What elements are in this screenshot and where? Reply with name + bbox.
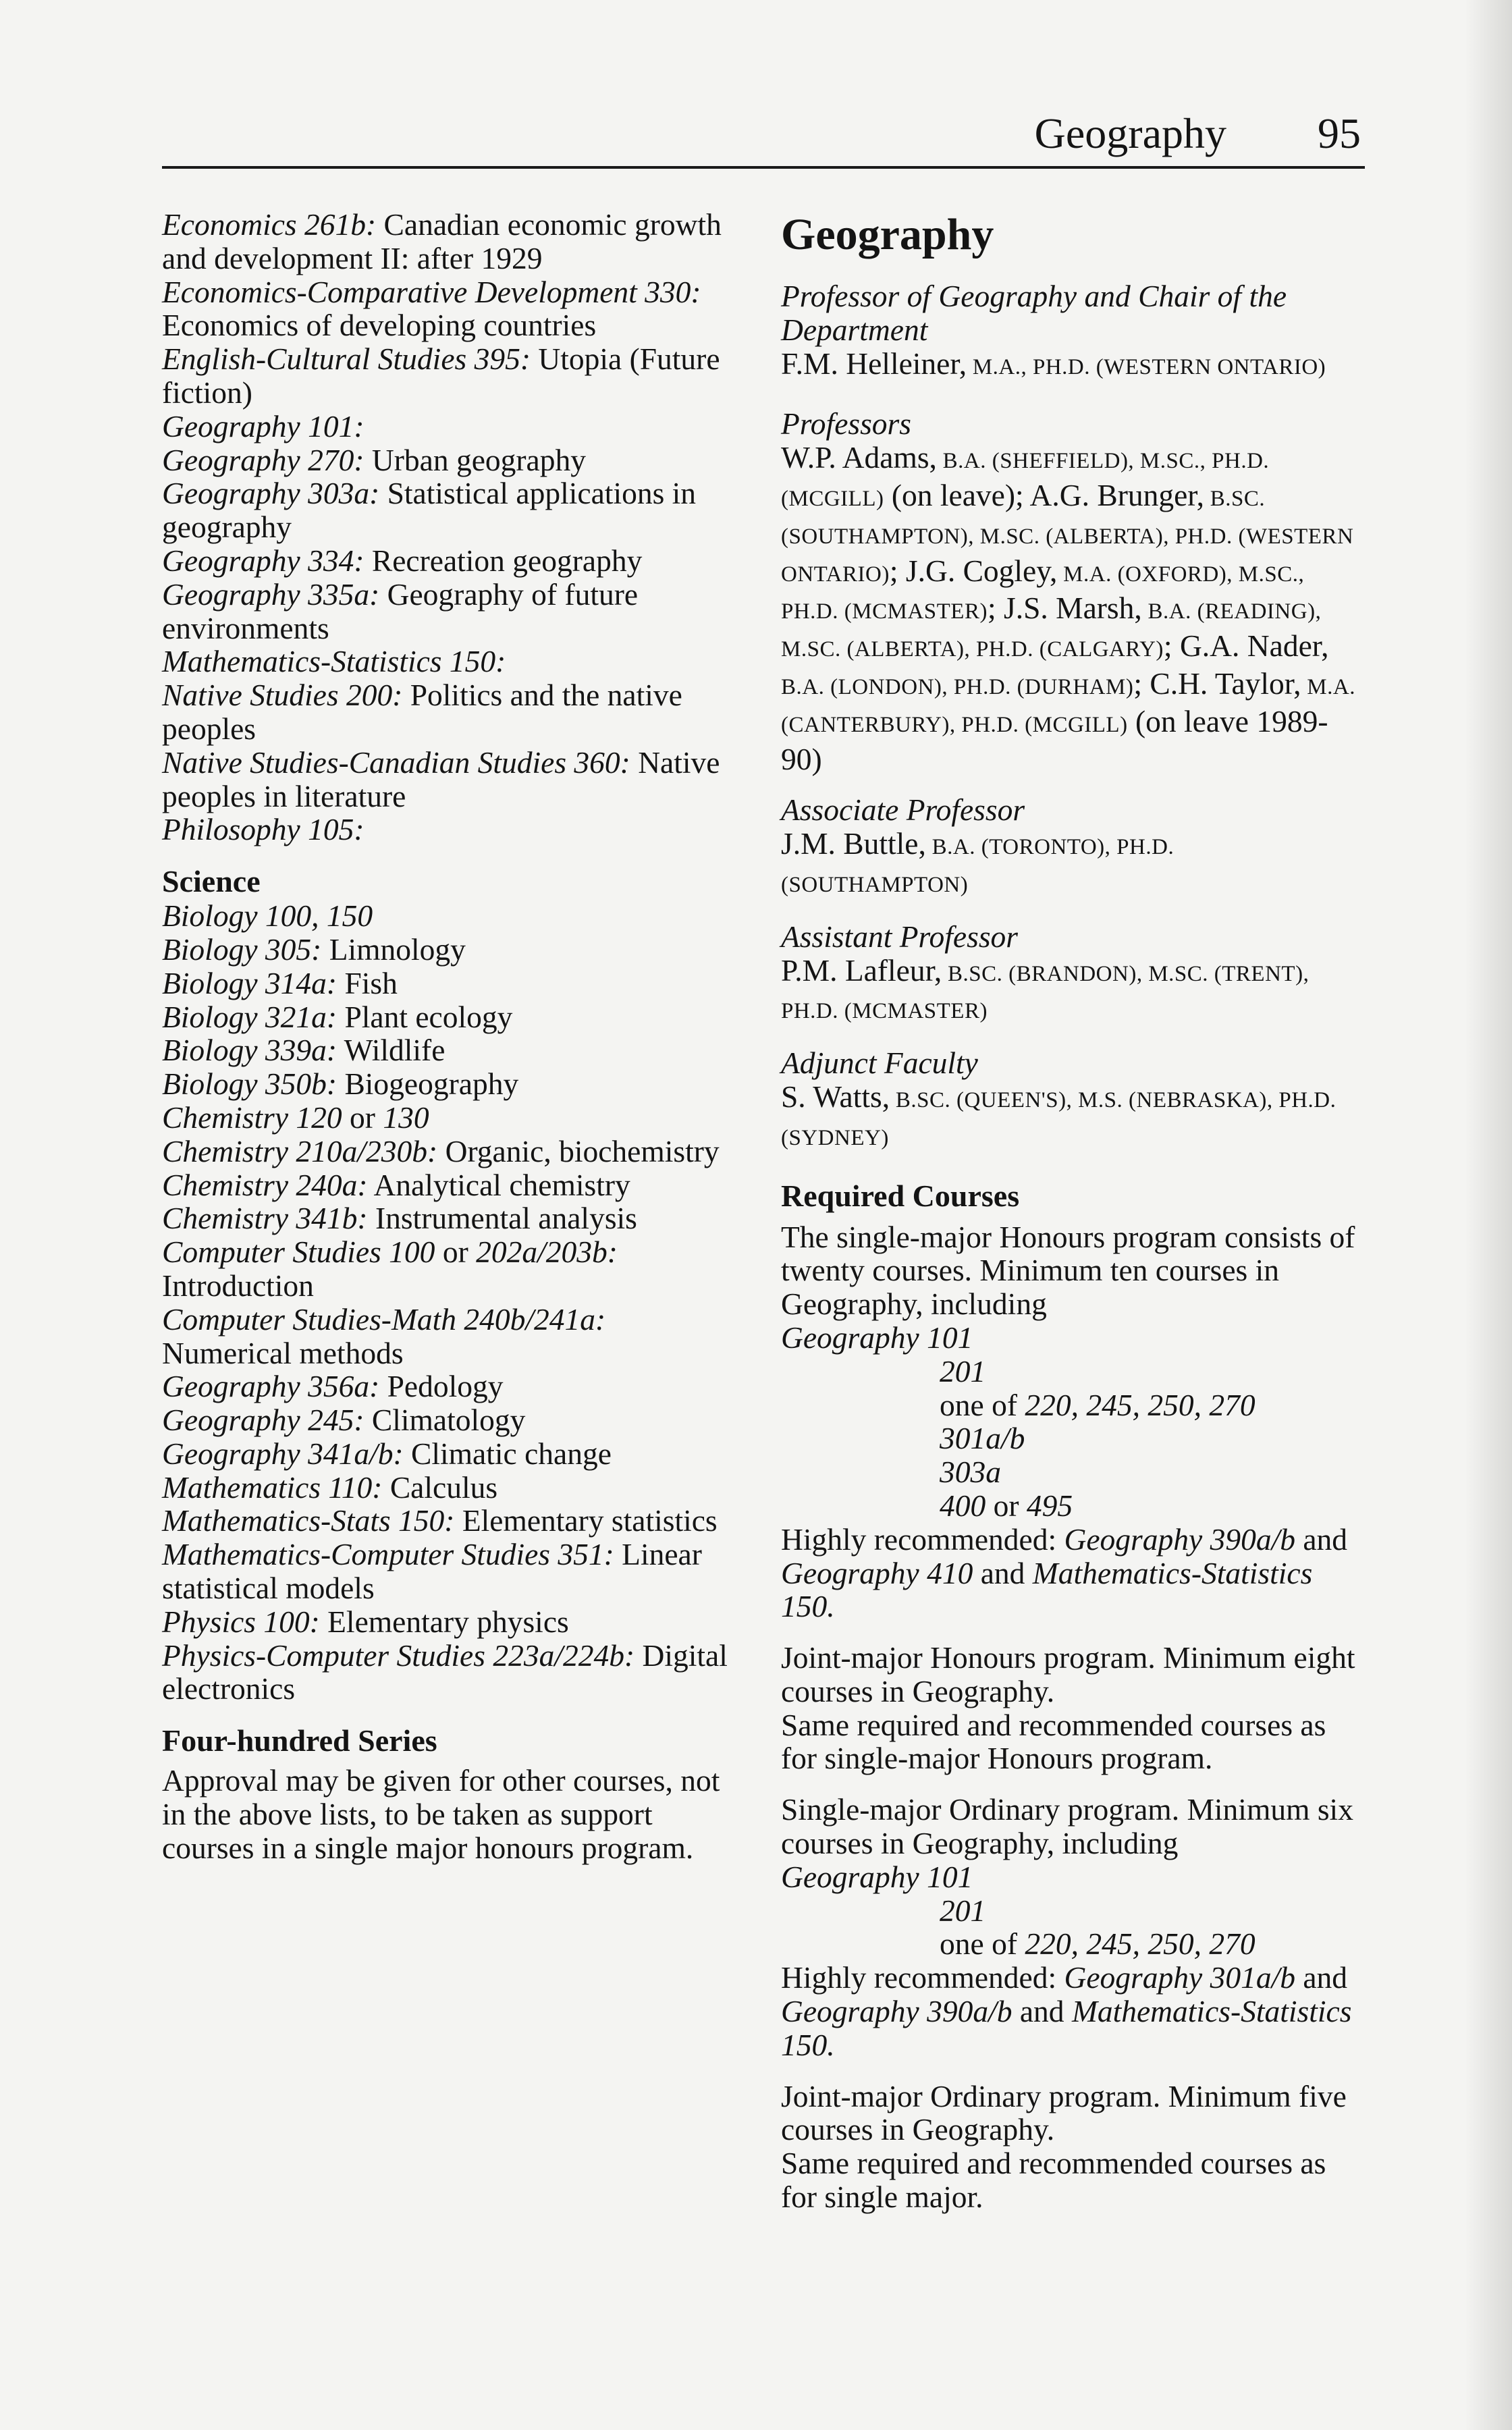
course-entry [162, 1101, 742, 1135]
joint-major-ordinary-block [781, 2080, 1358, 2214]
req-one-of: one of 220, 245, 250, 270 [940, 1387, 1256, 1422]
course-entry [162, 1437, 742, 1471]
course-connector: or [342, 1100, 383, 1135]
adjunct-entry [781, 1080, 1358, 1156]
course-code: Chemistry 240a: [162, 1167, 368, 1202]
ord-201: 201 [940, 1893, 986, 1928]
course-code: Biology 100, 150 [162, 898, 373, 934]
professor-note: ; [1133, 666, 1150, 701]
four-hundred-heading: Four-hundred Series [162, 1723, 437, 1758]
course-description: Canadian economic growth and development II: after 1929 [162, 207, 722, 275]
course-description: Instrumental analysis [367, 1201, 637, 1236]
course-description: Plant ecology [337, 999, 513, 1034]
chair-name: F.M. Helleiner, [781, 346, 967, 381]
course-code: Mathematics-Computer Studies 351: [162, 1537, 614, 1572]
page-number: 95 [1318, 109, 1361, 157]
required-courses-heading: Required Courses [781, 1178, 1020, 1213]
single-major-honours-text: The single-major Honours program consists of twenty courses. Minimum ten courses in Geography, including [781, 1219, 1355, 1322]
course-entry [162, 1605, 742, 1639]
course-entry [162, 1135, 742, 1168]
professor-note: ; [889, 553, 906, 588]
course-entry [162, 1235, 742, 1303]
course-code: Geography 356a: [162, 1369, 380, 1404]
professor-name: C.H. Taylor, [1150, 666, 1301, 701]
chair-credentials: M.A., PH.D. (WESTERN ONTARIO) [967, 354, 1326, 379]
course-description: Native peoples in literature [162, 745, 720, 813]
course-code: Geography 303a: [162, 476, 380, 511]
course-description: Urban geography [364, 442, 586, 477]
course-description: Biogeography [337, 1066, 519, 1102]
professor-credentials: M.A. (CANTERBURY), PH.D. (MCGILL) [781, 674, 1355, 737]
course-code: Computer Studies-Math 240b/241a: [162, 1301, 606, 1336]
page-edge-shadow [1465, 0, 1512, 2430]
course-entry [162, 342, 742, 410]
course-entry [162, 477, 742, 544]
course-code: Economics-Comparative Development 330: [162, 274, 701, 309]
course-code: Chemistry 341b: [162, 1201, 368, 1236]
joint-ordinary-text: Joint-major Ordinary program. Minimum five courses in Geography. [781, 2078, 1347, 2147]
professor-name: J.S. Marsh, [1003, 591, 1142, 626]
course-entry [162, 645, 742, 678]
section-title: Geography [781, 210, 994, 259]
course-entry [162, 1202, 742, 1235]
course-description: Climatic change [403, 1436, 612, 1471]
assistant-entry [781, 954, 1358, 1029]
course-entry [162, 1370, 742, 1403]
chair-entry [781, 347, 1358, 385]
course-entry [162, 1000, 742, 1034]
chair-role: Professor of Geography and Chair of the Department [781, 279, 1287, 347]
course-entry [162, 1471, 742, 1505]
science-heading: Science [162, 864, 261, 899]
associate-credentials: B.A. (TORONTO), PH.D. (SOUTHAMPTON) [781, 835, 1174, 897]
course-code: Economics 261b: [162, 207, 377, 242]
page-header [162, 101, 1365, 169]
course-code: Physics 100: [162, 1604, 320, 1639]
associate-role: Associate Professor [781, 792, 1025, 828]
course-entry [162, 275, 742, 343]
course-description: Linear statistical models [162, 1537, 702, 1606]
course-entry [162, 1303, 742, 1370]
course-code: Geography 101: [162, 408, 364, 443]
course-code: Geography 335a: [162, 576, 380, 612]
course-code: Computer Studies 100 [162, 1235, 435, 1270]
course-code: 202a/203b: [476, 1235, 618, 1270]
single-major-ordinary-block [781, 1793, 1358, 2061]
course-entry [162, 678, 742, 746]
req-303: 303a [940, 1455, 1001, 1490]
four-hundred-text: Approval may be given for other courses, not in the above lists, to be taken as support courses in a single major honours program. [162, 1763, 720, 1865]
course-description: Analytical chemistry [367, 1167, 630, 1202]
course-code: Biology 314a: [162, 965, 338, 1000]
course-code: Philosophy 105: [162, 812, 364, 847]
course-entry [162, 578, 742, 645]
course-description: Geography of future environments [162, 576, 639, 645]
course-description: Wildlife [337, 1033, 446, 1068]
professor-credentials: B.A. (LONDON), PH.D. (DURHAM) [781, 674, 1134, 699]
course-code: Mathematics-Statistics 150: [162, 644, 506, 679]
course-description: Climatology [364, 1403, 526, 1438]
course-description: Fish [337, 965, 398, 1000]
ord-geo-101: Geography 101 [781, 1859, 973, 1894]
joint-major-honours-block [781, 1641, 1358, 1775]
course-description: Digital electronics [162, 1638, 728, 1706]
course-code: English-Cultural Studies 395: [162, 342, 531, 377]
honours-recommended: Highly recommended: Geography 390a/b and Geography 410 and Mathematics-Statistics 150. [781, 1521, 1348, 1624]
course-code: 130 [383, 1100, 429, 1135]
course-code: Native Studies-Canadian Studies 360: [162, 745, 630, 780]
joint-honours-text: Joint-major Honours program. Minimum eight courses in Geography. [781, 1640, 1355, 1708]
joint-honours-same: Same required and recommended courses as for single-major Honours program. [781, 1707, 1326, 1776]
professors-list [781, 441, 1358, 776]
course-description: Utopia (Future fiction) [162, 342, 720, 410]
professor-name: W.P. Adams, [781, 440, 937, 475]
professors-role: Professors [781, 406, 911, 441]
ord-one-of: one of 220, 245, 250, 270 [940, 1926, 1256, 1962]
course-description: Politics and the native peoples [162, 678, 682, 746]
course-code: Geography 334: [162, 543, 364, 578]
professor-note: ; [1163, 628, 1180, 664]
course-entry [162, 1067, 742, 1101]
course-description: Introduction [162, 1268, 314, 1303]
course-entry [162, 208, 742, 275]
course-entry [162, 746, 742, 813]
course-description: Organic, biochemistry [437, 1133, 720, 1168]
course-description: Numerical methods [162, 1335, 404, 1370]
left-column [162, 208, 742, 1865]
course-code: Geography 270: [162, 442, 364, 477]
professor-credentials: M.A. (OXFORD), M.SC., PH.D. (MCMASTER) [781, 562, 1305, 624]
course-description: Limnology [321, 932, 466, 967]
course-description: Economics of developing countries [162, 308, 597, 343]
course-code: Biology 339a: [162, 1033, 338, 1068]
course-entry [162, 1168, 742, 1202]
course-list-social [162, 208, 742, 846]
course-code: Geography 245: [162, 1403, 364, 1438]
course-code: Biology 350b: [162, 1066, 338, 1102]
course-entry [162, 443, 742, 477]
course-entry [162, 544, 742, 578]
course-entry [162, 410, 742, 443]
course-code: Mathematics-Stats 150: [162, 1503, 455, 1538]
course-entry [162, 967, 742, 1000]
course-entry [162, 1033, 742, 1067]
req-301: 301a/b [940, 1421, 1025, 1456]
professor-note: (on leave); [884, 477, 1030, 512]
course-description: Statistical applications in geography [162, 476, 697, 545]
course-description: Pedology [379, 1369, 504, 1404]
associate-name: J.M. Buttle, [781, 826, 926, 861]
course-code: Biology 305: [162, 932, 322, 967]
course-entry [162, 899, 742, 933]
course-entry [162, 1538, 742, 1605]
course-entry [162, 1504, 742, 1538]
course-code: Chemistry 120 [162, 1100, 342, 1135]
course-code: Biology 321a: [162, 999, 338, 1034]
course-code: Physics-Computer Studies 223a/224b: [162, 1638, 635, 1673]
adjunct-role: Adjunct Faculty [781, 1046, 978, 1081]
assistant-name: P.M. Lafleur, [781, 952, 942, 988]
course-entry [162, 813, 742, 846]
adjunct-credentials: B.SC. (QUEEN'S), M.S. (NEBRASKA), PH.D. (SYDNEY) [781, 1087, 1336, 1150]
professor-name: J.G. Cogley, [905, 553, 1058, 588]
joint-ordinary-same: Same required and recommended courses as for single major. [781, 2146, 1326, 2215]
course-code: Chemistry 210a/230b: [162, 1133, 438, 1168]
single-ordinary-text: Single-major Ordinary program. Minimum six courses in Geography, including [781, 1792, 1353, 1861]
course-entry [162, 933, 742, 967]
assistant-credentials: B.SC. (BRANDON), M.SC. (TRENT), PH.D. (MCMASTER) [781, 961, 1310, 1024]
course-description: Recreation geography [364, 543, 643, 578]
associate-entry [781, 827, 1358, 902]
course-entry [162, 1639, 742, 1706]
professor-name: A.G. Brunger, [1029, 477, 1205, 512]
professor-name: G.A. Nader, [1179, 628, 1329, 664]
professor-credentials: B.A. (READING), M.SC. (ALBERTA), PH.D. (CALGARY) [781, 599, 1322, 662]
ordinary-recommended: Highly recommended: Geography 301a/b and Geography 390a/b and Mathematics-Statistics 150. [781, 1960, 1352, 2062]
adjunct-name: S. Watts, [781, 1079, 890, 1114]
course-code: Mathematics 110: [162, 1469, 383, 1505]
course-code: Geography 341a/b: [162, 1436, 404, 1471]
professor-credentials: B.SC. (SOUTHAMPTON), M.SC. (ALBERTA), PH.D. (WESTERN ONTARIO) [781, 486, 1354, 587]
course-description: Calculus [382, 1469, 498, 1505]
running-head-title: Geography [1034, 109, 1226, 157]
course-description: Elementary statistics [454, 1503, 718, 1538]
professor-note: (on leave 1989-90) [781, 703, 1328, 776]
single-major-honours-block [781, 1220, 1358, 1624]
professor-note: ; [987, 591, 1004, 626]
course-description: Elementary physics [319, 1604, 569, 1639]
professor-credentials: B.A. (SHEFFIELD), M.SC., PH.D. (MCGILL) [781, 449, 1270, 511]
assistant-role: Assistant Professor [781, 919, 1018, 954]
req-201: 201 [940, 1353, 986, 1388]
course-list-science [162, 899, 742, 1706]
course-connector: or [435, 1235, 477, 1270]
req-400-495: 400 or 495 [940, 1488, 1073, 1523]
course-code: Native Studies 200: [162, 678, 403, 713]
req-geo-101: Geography 101 [781, 1320, 973, 1355]
right-column [781, 208, 1358, 2214]
course-entry [162, 1403, 742, 1437]
